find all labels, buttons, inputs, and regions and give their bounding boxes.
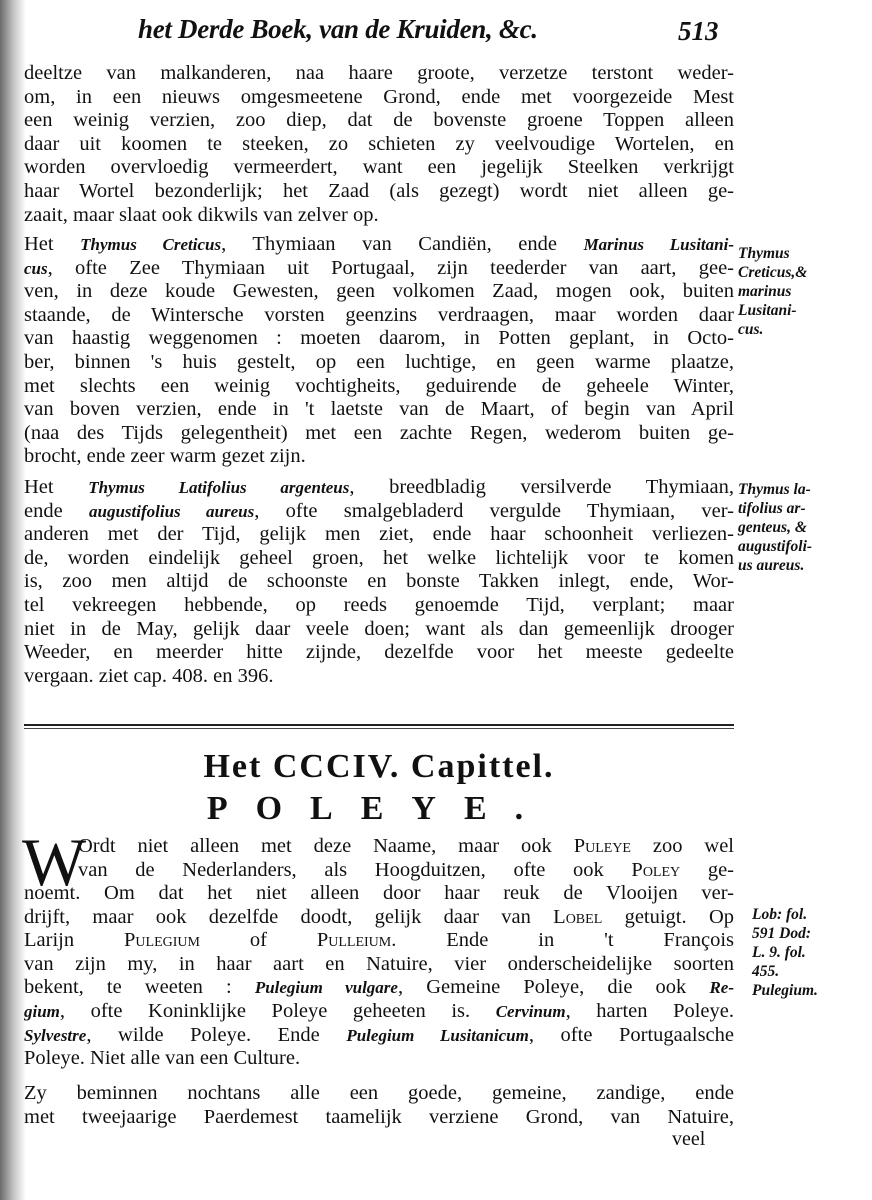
text-line: deeltze van malkanderen, naa haare groote, verzetze terstont weder- [24, 62, 734, 84]
chapter-subject: POLEYE. [206, 790, 552, 827]
text-line: Het Thymus Creticus, Thymiaan van Candiën, ende Marinus Lusitani- [24, 233, 734, 255]
text-line: ende augustifolius aureus, ofte smalgebladerd vergulde Thymiaan, ver- [24, 499, 734, 522]
text-line: met slechts een weinig vochtigheits, geduirende de geheele Winter, [24, 374, 734, 397]
page-number: 513 [678, 16, 719, 46]
margin-note-thymus-latifolius: Thymus la- tifolius ar- genteus, & augustifoli- us aureus. [738, 481, 813, 574]
section-divider-thin [24, 728, 734, 729]
text-line: is, zoo men altijd de schoonste en bonste Takken inlegt, ende, Wor- [24, 570, 734, 593]
species-name: Pulegium Lusitanicum [346, 1025, 529, 1045]
text-line: Zy beminnen nochtans alle een goede, gemeine, zandige, ende [24, 1082, 734, 1104]
text-line: brocht, ende zeer warm gezet zijn. [24, 445, 306, 468]
text-line: Larijn Pulegium of Pulleium. Ende in 't François [24, 929, 734, 952]
margin-note-thymus-creticus: Thymus Creticus,& marinus Lusitani- cus. [738, 245, 808, 338]
running-head [138, 14, 738, 54]
text-line: staande, de Wintersche vorsten geenzins verdraagen, maar worden daar [24, 303, 734, 326]
text-line: drijft, maar ook dezelfde doodt, gelijk daar van Lobel getuigt. Op [24, 905, 734, 928]
text-line: Ordt niet alleen met deze Naame, maar ook Puleye zoo wel [78, 835, 734, 857]
species-name: Pulegium vulgare [254, 978, 398, 998]
text-line: daar uit koomen te steeken, zo schieten zy veelvoudige Wortelen, en [24, 132, 734, 155]
text-line: noemt. Om dat het niet alleen door haar reuk de Vlooijen ver- [24, 882, 734, 904]
text-line: Sylvestre, wilde Poleye. Ende Pulegium Lusitanicum, ofte Portugaalsche [24, 1023, 734, 1046]
species-name: Thymus Creticus [80, 235, 222, 254]
text-line: vergaan. ziet cap. 408. en 396. [24, 664, 274, 687]
paragraph-thymus-creticus [24, 233, 734, 469]
text-line: van zijn my, in haar aart en Natuire, vier onderscheidelijke soorten [24, 952, 734, 975]
species-name: Thymus Latifolius argenteus [88, 478, 350, 497]
catchword: veel [672, 1128, 706, 1150]
text-line: van de Nederlanders, als Hoogduitzen, ofte ook Poley ge- [78, 858, 734, 881]
chapter-heading: Het CCCIV. Capittel. [203, 748, 555, 785]
text-line: Weeder, en meerder hitte zijnde, dezelfde voor het meeste gedeelte [24, 641, 734, 664]
paragraph-cultivation [24, 1082, 734, 1129]
species-name: Cervinum [495, 1001, 566, 1021]
running-head-title: het Derde Boek, van de Kruiden, &c. [138, 14, 538, 44]
text-line: niet in de May, gelijk daar veele doen; want als dan gemeenlijk drooger [24, 617, 734, 640]
text-line: een weinig verzien, zoo diep, dat de bovenste groene Toppen alleen [24, 109, 734, 132]
text-line: Het Thymus Latifolius argenteus, breedbladig versilverde Thymiaan, [24, 476, 734, 498]
drop-capital: W [22, 824, 87, 900]
species-name: cus [24, 258, 48, 278]
text-line: (naa des Tijds gelegentheit) met een zachte Regen, wederom buiten ge- [24, 421, 734, 444]
text-line: zaait, maar slaat ook dikwils van zelver op. [24, 203, 379, 226]
text-line: van boven verzien, ende in 't laetste van de Maart, of begin van April [24, 398, 734, 421]
text-line: anderen met der Tijd, gelijk men ziet, ende haar schoonheit verliezen- [24, 523, 734, 546]
text-line: van haastig weggenomen : moeten daarom, in Potten geplant, in Octo- [24, 327, 734, 350]
paragraph-thymus-latifolius [24, 476, 734, 688]
text-line: haar Wortel bezonderlijk; het Zaad (als gezegt) wordt niet alleen ge- [24, 179, 734, 202]
species-name: Marinus Lusitani- [583, 235, 734, 254]
section-divider [24, 724, 734, 726]
text-line: bekent, te weeten : Pulegium vulgare, Gemeine Poleye, die ook Re- [24, 976, 734, 999]
paragraph-poleye-indented [78, 835, 734, 882]
margin-note-references: Lob: fol. 591 Dod: L. 9. fol. 455. Pulegium. [752, 906, 818, 999]
text-line: om, in een nieuws omgesmeetene Grond, ende met voorgezeide Mest [24, 85, 734, 108]
species-name: augustifolius aureus [88, 501, 255, 521]
paragraph-poleye [24, 882, 734, 1071]
text-line: de, worden eindelijk geheel groen, het welke lichtelijk voor te komen [24, 546, 734, 569]
species-name: gium [24, 1001, 60, 1021]
text-line: Poleye. Niet alle van een Culture. [24, 1047, 301, 1070]
text-line: ber, binnen 's huis gestelt, op een luchtige, en geen warme plaatze, [24, 350, 734, 373]
text-line: tel vekreegen hebbende, op reeds genoemde Tijd, verplant; maar [24, 593, 734, 616]
binding-gutter-shadow [0, 0, 26, 1200]
species-name: Re- [709, 978, 734, 998]
text-line: worden overvloedig vermeerdert, want een jegelijk Steelken verkrijgt [24, 156, 734, 179]
paragraph-continuation [24, 62, 734, 227]
text-line: ven, in deze koude Gewesten, geen volkomen Zaad, mogen ook, buiten [24, 280, 734, 303]
text-line: gium, ofte Koninklijke Poleye geheeten is. Cervinum, harten Poleye. [24, 999, 734, 1022]
species-name: Sylvestre [24, 1025, 87, 1045]
text-line: cus, ofte Zee Thymiaan uit Portugaal, zijn teederder van aart, gee- [24, 256, 734, 279]
text-line: met tweejaarige Paerdemest taamelijk verziene Grond, van Natuire, [24, 1105, 734, 1128]
